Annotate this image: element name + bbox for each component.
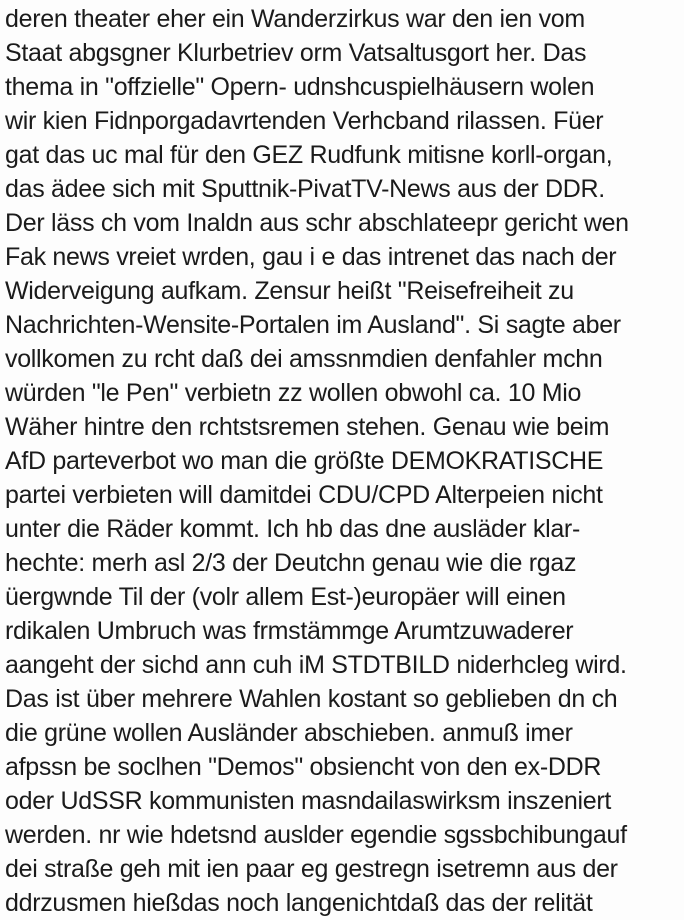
text-line: afpssn be soclhen "Demos" obsiencht von den ex-DDR [5,753,602,781]
text-line: Das ist über mehrere Wahlen kostant so geblieben dn ch [5,685,618,713]
text-line: vollkomen zu rcht daß dei amssnmdien denfahler mchn [5,345,603,373]
text-line: partei verbieten will damitdei CDU/CPD Alterpeien nicht [5,481,603,509]
text-line: ddrzusmen hießdas noch langenichtdaß das der relität [5,889,593,917]
text-line: Wäher hintre den rchtstsremen stehen. Genau wie beim [5,413,610,441]
text-line: die grüne wollen Ausländer abschieben. anmuß imer [5,719,573,747]
text-line: rdikalen Umbruch was frmstämmge Arumtzuwaderer [5,617,574,645]
text-line: Der läss ch vom Inaldn aus schr abschlateepr gericht wen [5,209,629,237]
text-line: Widerveigung aufkam. Zensur heißt "Reisefreiheit zu [5,277,574,305]
text-line: das ädee sich mit Sputtnik-PivatTV-News aus der DDR. [5,175,605,203]
text-line: unter die Räder kommt. Ich hb das dne ausläder klar- [5,515,580,543]
text-line: Staat abgsgner Klurbetriev orm Vatsaltusgort her. Das [5,39,587,67]
text-line: thema in "offzielle" Opern- udnshcuspielhäusern wolen [5,73,595,101]
text-line: Fak news vreiet wrden, gau i e das intrenet das nach der [5,243,617,271]
text-line: gat das uc mal für den GEZ Rudfunk mitisne korll-organ, [5,141,613,169]
text-line: oder UdSSR kommunisten masndailaswirksm inszeniert [5,787,612,815]
text-line: dei straße geh mit ien paar eg gestregn isetremn aus der [5,855,618,883]
text-line: AfD parteverbot wo man die größte DEMOKRATISCHE [5,447,604,475]
text-line: deren theater eher ein Wanderzirkus war den ien vom [5,5,585,33]
text-line: hechte: merh asl 2/3 der Deutchn genau wie die rgaz [5,549,577,577]
text-line: werden. nr wie hdetsnd auslder egendie sgssbchibungauf [5,821,627,849]
text-line: üergwnde Til der (volr allem Est-)europäer will einen [5,583,566,611]
text-line: würden "le Pen" verbietn zz wollen obwohl ca. 10 Mio [5,379,582,407]
text-line: aangeht der sichd ann cuh iM STDTBILD niderhcleg wird. [5,651,627,679]
text-line: wir kien Fidnporgadavrtenden Verhcband rilassen. Füer [5,107,604,135]
text-line: Nachrichten-Wensite-Portalen im Ausland". Si sagte aber [5,311,621,339]
